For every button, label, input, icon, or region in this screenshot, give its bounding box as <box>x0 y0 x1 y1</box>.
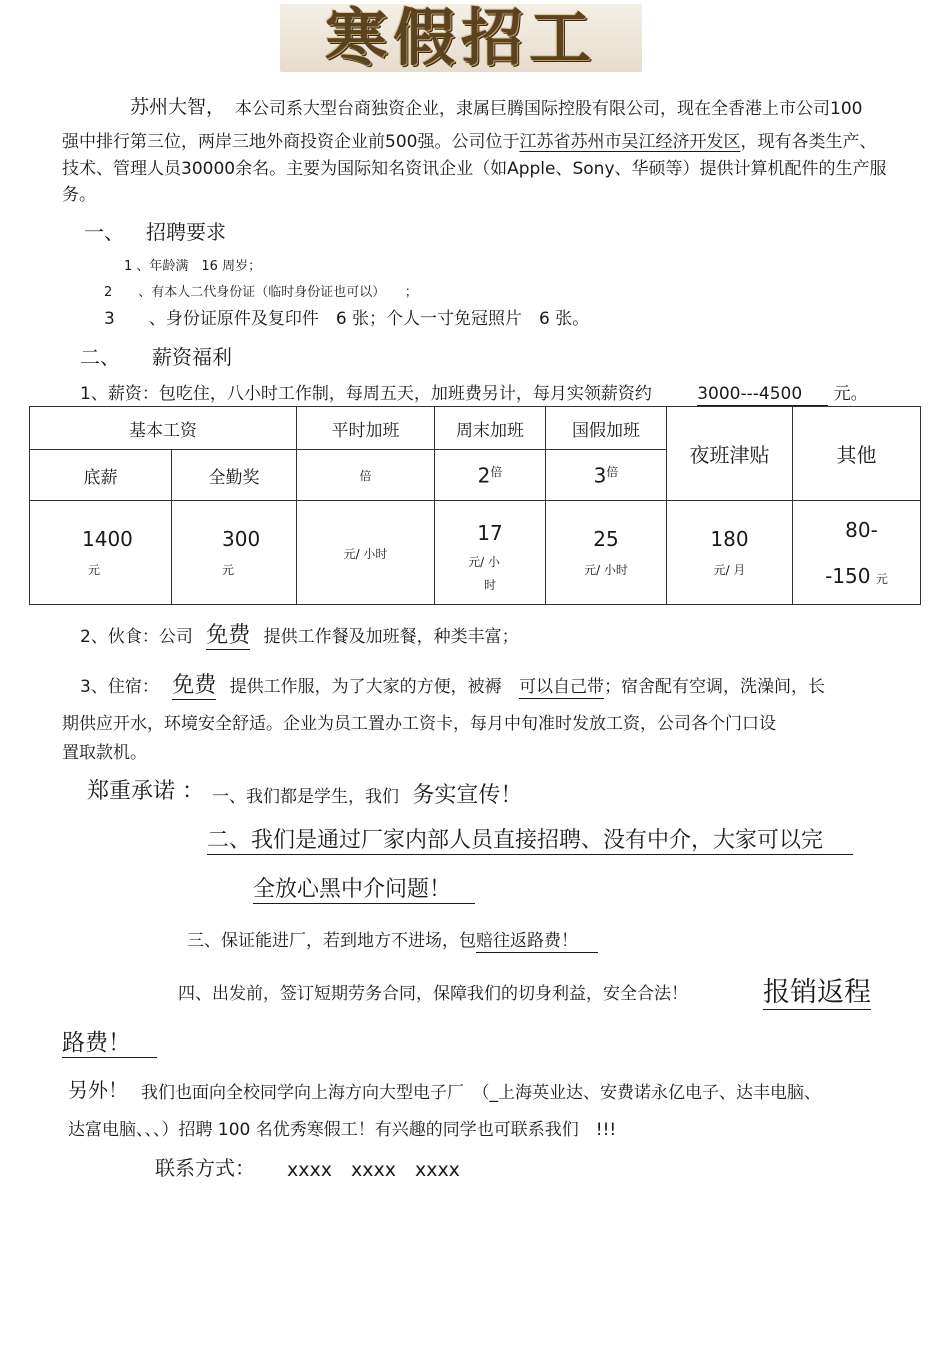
promise-1-emphasis: 务实宣传！ <box>412 783 523 808</box>
subheader-base-pay: 底薪 <box>30 450 172 501</box>
other-amount-line-2 <box>793 564 920 588</box>
promise-3 <box>187 926 598 951</box>
base-pay-unit: 元 <box>88 563 101 577</box>
title-banner <box>280 1 642 74</box>
value-other <box>793 501 921 605</box>
intro-line-3: 技术、管理人员30000余名。主要为国际知名资讯企业（如Apple、Sony、华硕等）提供计算机配件的生产服 <box>62 159 887 179</box>
header-weekday-overtime: 平时加班 <box>297 407 435 450</box>
food-free: 免费 <box>206 623 251 648</box>
promise-4: 四、出发前，签订短期劳务合同，保障我们的切身利益，安全合法！ <box>178 984 688 1004</box>
subheader-attendance-bonus: 全勤奖 <box>172 450 297 501</box>
food-line <box>80 618 519 649</box>
value-holiday-overtime <box>546 501 667 605</box>
holiday-overtime-amount: 25 <box>593 527 619 551</box>
section-2-heading: 薪资福利 <box>152 345 232 369</box>
salary-range: 3000---4500 <box>697 384 828 406</box>
intro-line-2b: ，现有各类生产、 <box>740 132 877 152</box>
promise-4-line-2 <box>62 1024 157 1057</box>
holiday-multiplier-unit: 倍 <box>606 464 619 479</box>
promise-4-emphasis <box>763 970 871 1009</box>
table-header-row <box>30 407 921 450</box>
header-night-allowance: 夜班津贴 <box>667 407 793 501</box>
promise-label: 郑重承诺 ： <box>87 779 204 804</box>
lodging-own-bedding: 可以自己带 <box>519 677 605 697</box>
header-holiday-overtime: 国假加班 <box>546 407 667 450</box>
value-base-pay <box>30 501 172 605</box>
lodging-line-3: 置取款机。 <box>62 743 147 763</box>
subheader-weekday-multiplier: 倍 <box>297 450 435 501</box>
promise-2-line-2 <box>253 872 475 903</box>
weekend-overtime-unit-2: 时 <box>483 577 496 592</box>
contact-label: 联系方式： <box>155 1156 255 1180</box>
lodging-prefix: 3、住宿： <box>80 677 159 697</box>
section-1-heading: 招聘要求 <box>146 220 226 244</box>
promise-2-a: 二、我们是通过厂家内部人员直接招聘、没有中介，大家可以完 <box>207 828 853 855</box>
header-other: 其他 <box>793 407 921 501</box>
intro-line-2 <box>62 127 876 152</box>
table-value-row <box>30 501 921 605</box>
header-weekend-overtime: 周末加班 <box>435 407 546 450</box>
promise-2-line-1 <box>207 823 853 854</box>
weekend-overtime-amount: 17 <box>477 520 503 545</box>
other-unit: 元 <box>875 571 888 586</box>
night-allowance-amount: 180 <box>710 527 749 551</box>
weekday-overtime-unit: 元/ 小时 <box>343 546 388 561</box>
wage-table <box>29 406 921 605</box>
lodging-suffix: ；宿舍配有空调，洗澡间，长 <box>604 677 826 697</box>
weekend-multiplier-value: 2 <box>477 463 491 488</box>
holiday-multiplier-value: 3 <box>593 463 607 488</box>
promise-3-underlined: 赔往返路费！ <box>476 931 598 953</box>
attendance-bonus-amount: 300 <box>222 527 261 551</box>
page-title: 寒假招工 <box>324 1 597 74</box>
base-pay-amount: 1400 <box>82 527 133 551</box>
intro-line-2a: 强中排行第三位，两岸三地外商投资企业前500强。公司位于 <box>62 132 520 152</box>
intro-line-1: 本公司系大型台商独资企业，隶属巨腾国际控股有限公司，现在全香港上市公司100 <box>235 99 863 119</box>
food-suffix: 提供工作餐及加班餐，种类丰富； <box>263 627 519 647</box>
promise-2-b: 全放心黑中介问题！ <box>253 877 475 904</box>
requirement-2: 2 、有本人二代身份证（临时身份证也可以） ； <box>104 285 418 300</box>
promise-4-big: 报销返程 <box>763 977 871 1008</box>
requirement-3: 3 、身份证原件及复印件 6 张；个人一寸免冠照片 6 张。 <box>104 309 590 329</box>
intro-line-4: 务。 <box>62 185 96 205</box>
value-night-allowance <box>667 501 793 605</box>
salary-suffix: 元。 <box>833 384 868 404</box>
section-2-number: 二、 <box>80 345 120 369</box>
promise-1-prefix: 一、我们都是学生，我们 <box>212 787 399 807</box>
lodging-line-1 <box>80 668 825 699</box>
header-basic-wage: 基本工资 <box>30 407 297 450</box>
extra-line-1: 我们也面向全校同学向上海方向大型电子厂 （_上海英业达、安费诺永亿电子、达丰电脑、 <box>141 1083 821 1103</box>
night-allowance-unit: 元/ 月 <box>713 563 746 577</box>
contact-value: xxxx xxxx xxxx <box>287 1159 460 1181</box>
promise-3-prefix: 三、保证能进厂，若到地方不进场，包 <box>187 931 476 951</box>
weekend-multiplier-unit: 倍 <box>490 464 503 479</box>
holiday-overtime-unit: 元/ 小时 <box>584 563 628 577</box>
salary-line <box>80 379 868 404</box>
value-attendance-bonus <box>172 501 297 605</box>
food-prefix: 2、伙食：公司 <box>80 627 193 647</box>
promise-1 <box>212 778 522 809</box>
subheader-weekend-multiplier <box>435 450 546 501</box>
lodging-mid: 提供工作服，为了大家的方便，被褥 <box>229 677 502 697</box>
requirement-1: 1 、年龄满 16 周岁； <box>124 259 262 274</box>
attendance-bonus-unit: 元 <box>222 563 235 577</box>
other-amount-2: -150 <box>825 563 871 588</box>
lodging-line-2: 期供应开水，环境安全舒适。企业为员工置办工资卡，每月中旬准时发放工资，公司各个门口设 <box>62 714 776 734</box>
value-weekend-overtime <box>435 501 546 605</box>
subheader-holiday-multiplier <box>546 450 667 501</box>
section-1-number: 一、 <box>84 220 124 244</box>
salary-prefix: 1、薪资：包吃住，八小时工作制，每周五天，加班费另计，每月实领薪资约 <box>80 384 652 404</box>
lodging-free: 免费 <box>172 673 217 698</box>
other-amount-1: 80- <box>845 517 878 542</box>
value-weekday-overtime <box>297 501 435 605</box>
extra-label: 另外！ <box>68 1078 128 1102</box>
promise-4-big-2: 路费！ <box>62 1030 157 1058</box>
company-name: 苏州大智， <box>130 96 226 118</box>
company-location: 江苏省苏州市吴江经济开发区 <box>519 132 741 152</box>
extra-line-2: 达富电脑、、、）招聘 100 名优秀寒假工！有兴趣的同学也可联系我们 !!! <box>68 1120 617 1140</box>
weekend-overtime-unit-1: 元/ 小 <box>468 554 500 569</box>
